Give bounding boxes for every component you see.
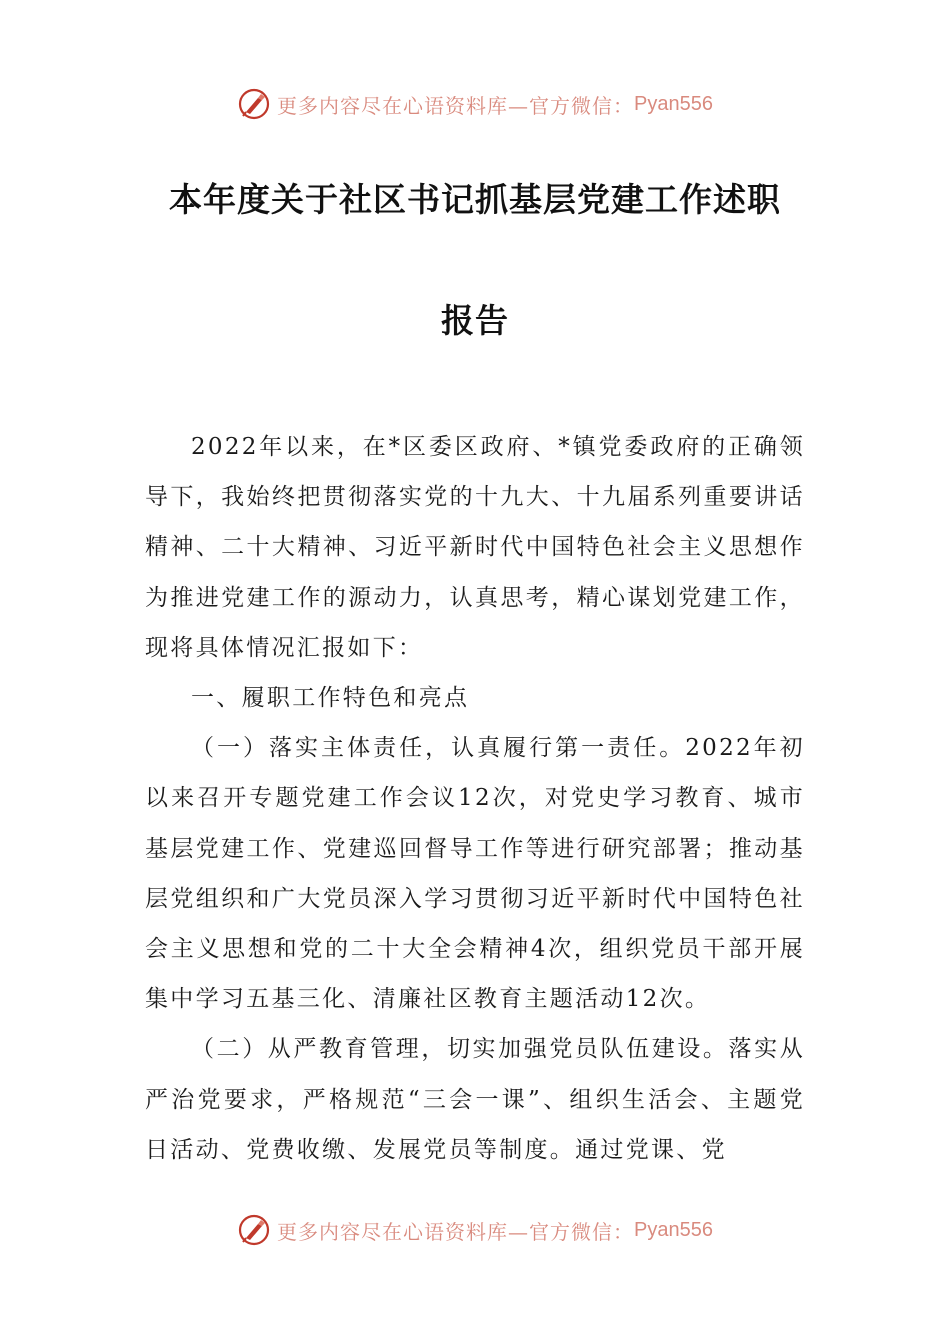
paragraph-point-1: （一）落实主体责任，认真履行第一责任。2022年初以来召开专题党建工作会议12次，对党史学习教育、城市基层党建工作、党建巡回督导工作等进行研究部署；推动基层党组织和广大党员深入学习贯彻习近平新时代中国特色社会主义思想和党的二十大全会精神4次，组织党员干部开展集中学习五基三化、清廉社区教育主题活动12次。 <box>145 735 805 1013</box>
pen-nib-logo-icon <box>237 1213 271 1247</box>
paragraph-point-2: （二）从严教育管理，切实加强党员队伍建设。落实从严治党要求，严格规范“三会一课”、组织生活会、主题党日活动、党费收缴、发展党员等制度。通过党课、党 <box>145 1036 805 1163</box>
header-watermark-banner <box>0 80 950 128</box>
paragraph-intro: 2022年以来，在*区委区政府、*镇党委政府的正确领导下，我始终把贯彻落实党的十九大、十九届系列重要讲话精神、二十大精神、习近平新时代中国特色社会主义思想作为推进党建工作的源动力，认真思考，精心谋划党建工作，现将具体情况汇报如下： <box>145 434 805 661</box>
footer-watermark-banner <box>0 1206 950 1254</box>
watermark-text: 更多内容尽在心语资料库—官方微信： <box>277 1219 635 1244</box>
section-heading: 一、履职工作特色和亮点 <box>191 685 470 712</box>
document-body <box>145 422 805 1175</box>
wechat-id: Pyan556 <box>634 92 713 115</box>
document-title-line2: 报告 <box>441 301 509 340</box>
document-title-line1: 本年度关于社区书记抓基层党建工作述职 <box>169 180 781 219</box>
pen-nib-logo-icon <box>237 87 271 121</box>
wechat-id: Pyan556 <box>634 1218 713 1241</box>
watermark-text: 更多内容尽在心语资料库—官方微信： <box>277 93 635 118</box>
